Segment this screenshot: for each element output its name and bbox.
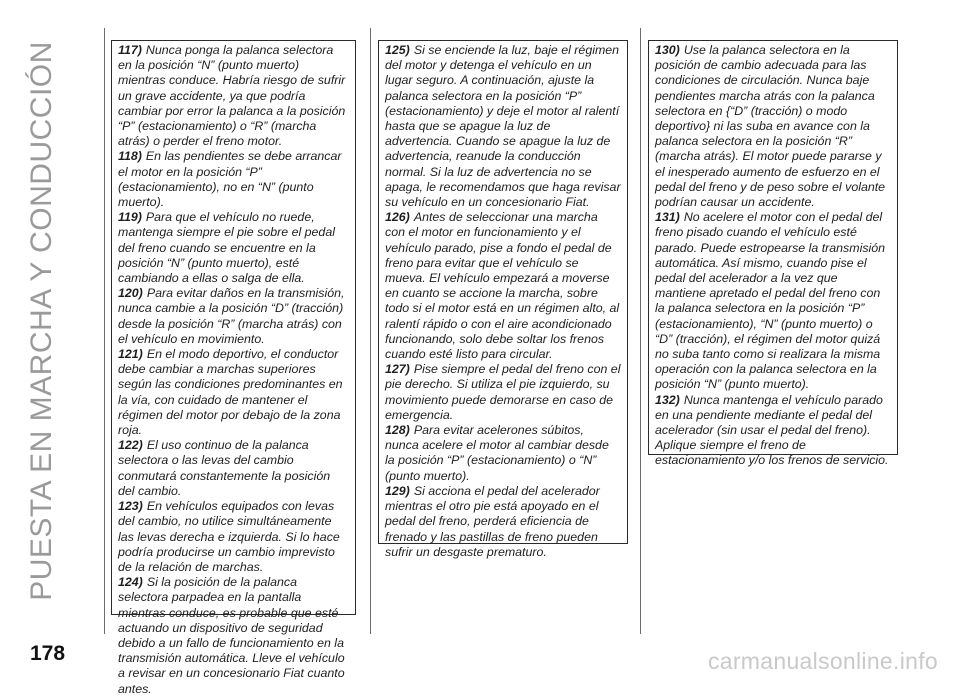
warning-box-column-2 [378, 40, 628, 559]
warning-note-120: 120) Para evitar daños en la transmisión, nunca cambie a la posición “D” (tracción) desde la posición “R” (marcha atrás) con el vehículo en movimiento. [118, 286, 345, 346]
warning-note-125: 125) Si se enciende la luz, baje el régimen del motor y detenga el vehículo en un lugar seguro. A continuación, ajuste la palanca selectora en la posición “P” (estacionamiento) y deje el motor al ralentí hasta que se apague la luz de advertencia. Cuando se apague la luz de advertencia, reanude la conducción normal. Si la luz de advertencia no se apaga, le recomendamos que haga revisar su vehículo en un concesionario Fiat. [385, 43, 621, 210]
warning-note-130: 130) Use la palanca selectora en la posición de cambio adecuada para las condiciones de circulación. Nunca baje pendientes marcha atrás con la palanca selectora en {“D” (tracción) o modo deportivo} ni las suba en avance con la palanca selectora en la posición “R” (marcha atrás). El motor puede pararse y el inesperado aumento de esfuerzo en el pedal del freno y de peso sobre el volante podrían causar un accidente. [655, 43, 886, 210]
warning-note-123: 123) En vehículos equipados con levas del cambio, no utilice simultáneamente las levas derecha e izquierda. Si lo hace podría producirse un cambio imprevisto de la relación de marchas. [118, 499, 340, 574]
warning-note-118: 118) En las pendientes se debe arrancar el motor en la posición “P” (estacionamiento), no en “N” (punto muerto). [118, 149, 342, 210]
warning-note-129: 129) Si acciona el pedal del acelerador mientras el otro pie está apoyado en el pedal del freno, perderá eficiencia de frenado y las pastillas de freno pueden sufrir un desgaste prematuro. [385, 483, 600, 559]
column-divider-left [104, 28, 105, 634]
warning-note-127: 127) Pise siempre el pedal del freno con el pie derecho. Si utiliza el pie izquierdo, su movimiento puede demorarse en caso de emergencia. [385, 362, 621, 422]
watermark: carmanualsonline.info [707, 648, 938, 674]
warning-note-119: 119) Para que el vehículo no ruede, mantenga siempre el pie sobre el pedal del freno cuando se encuentre en la posición “N” (punto muerto), esté cambiando a ellas o salga de ella. [118, 210, 335, 286]
warning-note-132: 132) Nunca mantenga el vehículo parado en una pendiente mediante el pedal del acelerador (sin usar el pedal del freno). Aplique siempre el freno de estacionamiento y/o los frenos de servicio. [655, 392, 889, 468]
warning-note-122: 122) El uso continuo de la palanca selectora o las levas del cambio conmutará constantemente la posición del cambio. [118, 438, 331, 498]
column-divider-middle [370, 28, 371, 634]
warning-note-121: 121) En el modo deportivo, el conductor debe cambiar a marchas superiores según las condiciones predominantes en la vía, con cuidado de mantener el régimen del motor por debajo de la zona roja. [118, 347, 343, 438]
warning-box-column-3 [648, 40, 898, 468]
warning-note-124: 124) Si la posición de la palanca selectora parpadea en la pantalla mientras conduce, es probable que esté actuando un dispositivo de seguridad debido a un fallo de funcionamiento en la transmisión automática. Lleve el vehículo a revisar en un concesionario Fiat cuanto antes. [118, 575, 345, 696]
warning-note-131: 131) No acelere el motor con el pedal del freno pisado cuando el vehículo esté parado. Puede estropearse la transmisión automática. Así mismo, cuando pise el pedal del acelerador a la vez que mantiene apretado el pedal del freno con la palanca selectora en la posición “P” (estacionamiento), “N” (punto muerto) o “D” (tracción), el régimen del motor quizá no suba tanto como si realizara la misma operación con la palanca selectora en la posición “N” (punto muerto). [655, 210, 886, 392]
warning-box-column-1 [111, 40, 356, 696]
section-title-vertical [14, 26, 70, 616]
warning-note-128: 128) Para evitar acelerones súbitos, nunca acelere el motor al cambiar desde la posición “P” (estacionamiento) o “N” (punto muerto). [385, 423, 609, 483]
warning-note-117: 117) Nunca ponga la palanca selectora en la posición “N” (punto muerto) mientras conduce. Habría riesgo de sufrir un grave accidente, ya que podría cambiar por error la palanca a la posición “P” (estacionamiento) o “R” (marcha atrás) o perder el freno motor. [118, 43, 346, 149]
section-title: PUESTA EN MARCHA Y CONDUCCIÓN [25, 41, 59, 601]
column-divider-right [640, 28, 641, 634]
warning-note-126: 126) Antes de seleccionar una marcha con el motor en funcionamiento y el vehículo parado, pise a fondo el pedal de freno para evitar que el vehículo se mueva. El vehículo empezará a moverse en cuanto se accione la marcha, sobre todo si el motor está en un régimen alto, al ralentí rápido o con el aire acondicionado funcionando, solo debe soltar los frenos cuando esté listo para circular. [385, 210, 620, 362]
page-number: 178 [30, 642, 66, 665]
